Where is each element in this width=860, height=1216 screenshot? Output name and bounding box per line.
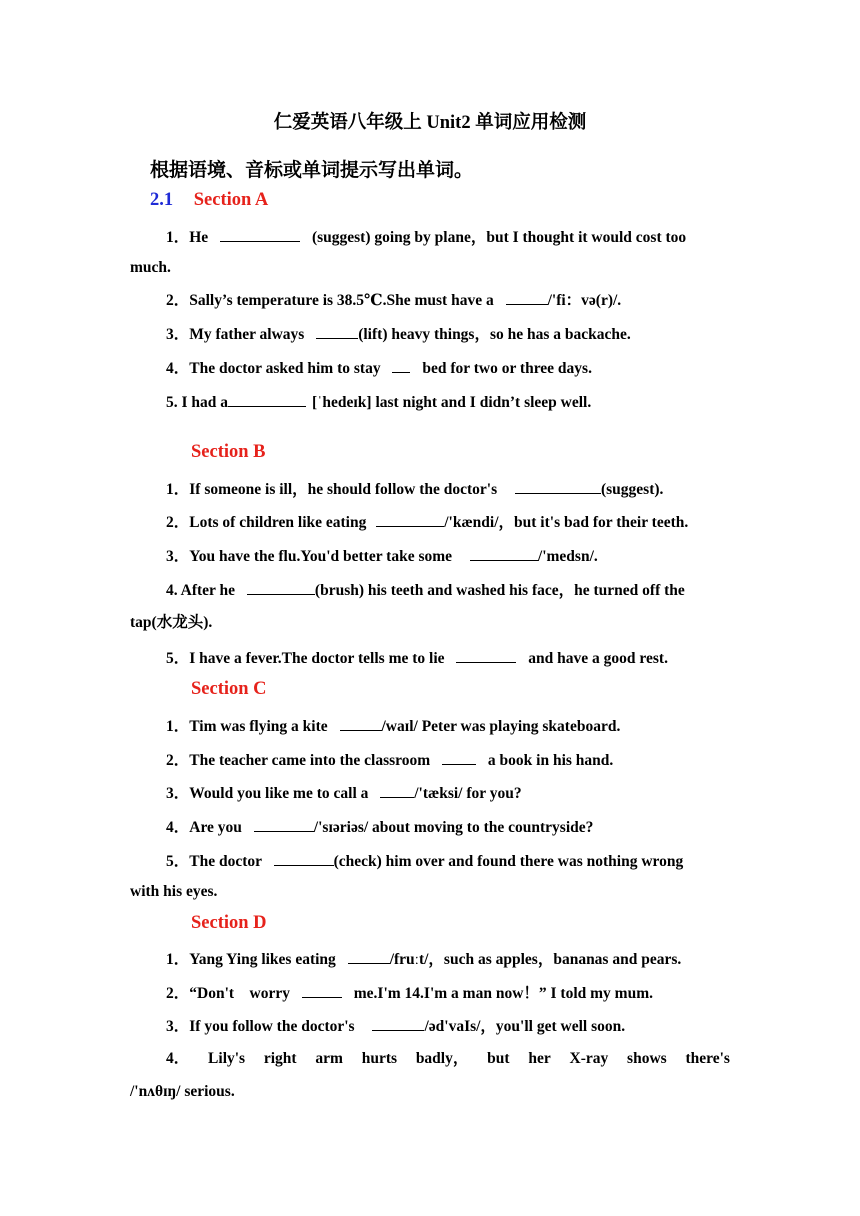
question-d2 bbox=[166, 982, 653, 1004]
question-text: a book in his hand. bbox=[487, 752, 614, 769]
question-a2 bbox=[166, 289, 621, 311]
answer-blank[interactable] bbox=[372, 1015, 424, 1031]
question-d3 bbox=[166, 1015, 625, 1037]
question-c5-cont: with his eyes. bbox=[130, 883, 218, 900]
question-text: 5．I have a fever.The doctor tells me to lie bbox=[166, 650, 445, 667]
question-a1-cont: much. bbox=[130, 259, 171, 276]
question-text: 2．Lots of children like eating bbox=[166, 514, 367, 531]
question-b5 bbox=[166, 647, 668, 669]
question-text: (lift) heavy things，so he has a backache. bbox=[358, 326, 631, 343]
question-text: /waɪl/ Peter was playing skateboard. bbox=[381, 718, 621, 735]
question-text: 2．“Don't worry bbox=[166, 985, 290, 1002]
question-text: 1．Tim was flying a kite bbox=[166, 718, 328, 735]
answer-blank[interactable] bbox=[380, 782, 414, 798]
question-text: bed for two or three days. bbox=[422, 360, 592, 377]
question-text: /'fi：və(r)/. bbox=[547, 292, 622, 309]
question-word: right bbox=[263, 1050, 297, 1067]
question-text: (brush) his teeth and washed his face，he turned off the bbox=[314, 582, 685, 599]
section-a-heading: Section A bbox=[193, 190, 269, 210]
page-title: 仁爱英语八年级上 Unit2 单词应用检测 bbox=[273, 113, 587, 133]
question-text: me.I'm 14.I'm a man now！” I told my mum. bbox=[353, 985, 653, 1002]
question-text: and have a good rest. bbox=[528, 650, 668, 667]
answer-blank[interactable] bbox=[376, 511, 444, 527]
question-word: Lily's bbox=[208, 1050, 246, 1067]
instruction: 根据语境、音标或单词提示写出单词。 bbox=[150, 159, 474, 181]
question-text: 1．If someone is ill，he should follow the doctor's bbox=[166, 481, 498, 498]
question-b1 bbox=[166, 478, 663, 500]
question-text: 4．The doctor asked him to stay bbox=[166, 360, 381, 377]
question-word: 4． bbox=[166, 1050, 190, 1067]
answer-blank[interactable] bbox=[220, 226, 300, 242]
answer-blank[interactable] bbox=[392, 357, 410, 373]
question-word: shows bbox=[627, 1050, 667, 1067]
question-text: 2．Sally’s temperature is 38.5℃.She must have a bbox=[166, 292, 494, 309]
question-text: /'kændi/，but it's bad for their teeth. bbox=[444, 514, 689, 531]
question-c1 bbox=[166, 715, 620, 737]
question-word: badly， bbox=[415, 1050, 469, 1067]
question-c2 bbox=[166, 749, 613, 771]
question-text: 1．Yang Ying likes eating bbox=[166, 951, 336, 968]
section-c-heading: Section C bbox=[191, 679, 267, 699]
answer-blank[interactable] bbox=[340, 715, 382, 731]
question-text: /fruːt/，such as apples，bananas and pears. bbox=[389, 951, 682, 968]
question-b4 bbox=[166, 579, 685, 601]
answer-blank[interactable] bbox=[456, 647, 516, 663]
question-a3 bbox=[166, 323, 631, 345]
question-word: X-ray bbox=[569, 1050, 609, 1067]
question-text: 2．The teacher came into the classroom bbox=[166, 752, 431, 769]
question-b3 bbox=[166, 545, 598, 567]
question-d4-cont: /'nʌθɪŋ/ serious. bbox=[130, 1083, 235, 1100]
answer-blank[interactable] bbox=[274, 850, 334, 866]
section-b-heading: Section B bbox=[191, 442, 266, 462]
answer-blank[interactable] bbox=[348, 948, 390, 964]
answer-blank[interactable] bbox=[254, 816, 314, 832]
question-b4-cont: tap(水龙头). bbox=[130, 614, 213, 631]
question-text: (suggest). bbox=[600, 481, 664, 498]
question-text: 1．He bbox=[166, 229, 209, 246]
answer-blank[interactable] bbox=[316, 323, 358, 339]
question-word: there's bbox=[685, 1050, 730, 1067]
question-text: /'tæksi/ for you? bbox=[414, 785, 522, 802]
answer-blank[interactable] bbox=[247, 579, 315, 595]
question-text: 3．If you follow the doctor's bbox=[166, 1018, 355, 1035]
question-text: (check) him over and found there was nothing wrong bbox=[333, 853, 684, 870]
question-a1 bbox=[166, 226, 686, 248]
section-number-label: 2.1 bbox=[150, 190, 174, 210]
question-d1 bbox=[166, 948, 681, 970]
question-c3 bbox=[166, 782, 522, 804]
section-d-heading: Section D bbox=[191, 913, 267, 933]
question-word: her bbox=[528, 1050, 551, 1067]
question-text: 3．Would you like me to call a bbox=[166, 785, 369, 802]
question-text: 5．The doctor bbox=[166, 853, 262, 870]
answer-blank[interactable] bbox=[515, 478, 601, 494]
question-word: but bbox=[487, 1050, 510, 1067]
question-text: /'medsn/. bbox=[537, 548, 598, 565]
question-text: 4. After he bbox=[166, 582, 236, 599]
question-c4 bbox=[166, 816, 593, 838]
answer-blank[interactable] bbox=[228, 391, 306, 407]
answer-blank[interactable] bbox=[506, 289, 548, 305]
question-word: hurts bbox=[361, 1050, 398, 1067]
question-text: 3．You have the flu.You'd better take some bbox=[166, 548, 453, 565]
section-number bbox=[150, 190, 268, 211]
answer-blank[interactable] bbox=[302, 982, 342, 998]
question-word: arm bbox=[315, 1050, 343, 1067]
question-text: /əd'vaIs/，you'll get well soon. bbox=[424, 1018, 626, 1035]
question-a4 bbox=[166, 357, 592, 379]
question-c5 bbox=[166, 850, 683, 872]
question-text: 4．Are you bbox=[166, 819, 242, 836]
question-text: /'sɪəriəs/ about moving to the countryside? bbox=[313, 819, 594, 836]
answer-blank[interactable] bbox=[470, 545, 538, 561]
answer-blank[interactable] bbox=[442, 749, 476, 765]
question-text: 5. I had a bbox=[166, 394, 229, 411]
question-b2 bbox=[166, 511, 688, 533]
question-a5 bbox=[166, 391, 591, 413]
question-d4 bbox=[166, 1049, 730, 1069]
question-text: 3．My father always bbox=[166, 326, 305, 343]
question-text: (suggest) going by plane，but I thought it would cost too bbox=[311, 229, 687, 246]
question-text: [ˈhedeɪk] last night and I didn’t sleep well. bbox=[312, 394, 592, 411]
